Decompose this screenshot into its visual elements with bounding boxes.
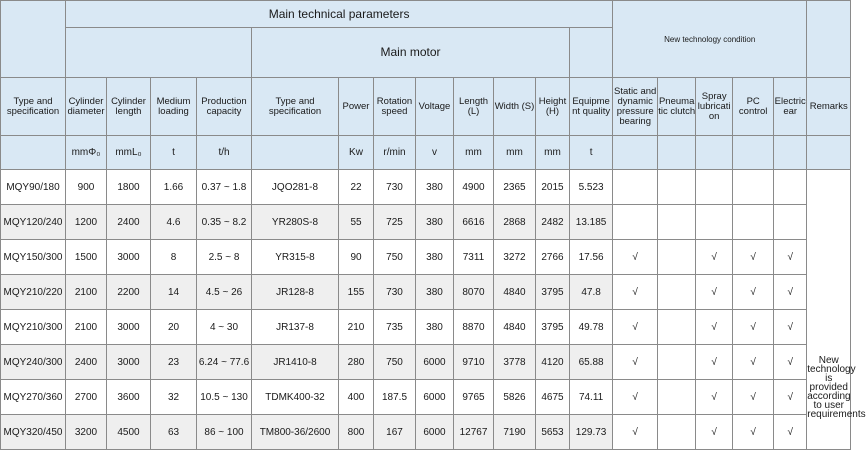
table-cell: 4900: [454, 170, 494, 205]
col-header: Cylinder length: [107, 78, 151, 136]
table-cell: 155: [339, 275, 374, 310]
feature-check-cell: √: [733, 310, 774, 345]
feature-check-cell: √: [613, 275, 658, 310]
main-motor-title: Main motor: [252, 28, 570, 78]
table-cell: 6000: [416, 415, 454, 450]
feature-check-cell: [613, 205, 658, 240]
table-cell: 3600: [107, 380, 151, 415]
table-cell: 7311: [454, 240, 494, 275]
table-cell: 2.5 ~ 8: [197, 240, 252, 275]
table-cell: 74.11: [570, 380, 613, 415]
table-cell: 32: [151, 380, 197, 415]
col-header: Height (H): [536, 78, 570, 136]
unit-cell: mmΦ₀: [66, 136, 107, 170]
unit-cell: [733, 136, 774, 170]
table-cell: 129.73: [570, 415, 613, 450]
table-cell: 1200: [66, 205, 107, 240]
col-header: Equipme nt quality: [570, 78, 613, 136]
feature-check-cell: √: [696, 275, 733, 310]
new-tech-title: New technology condition: [613, 1, 807, 78]
feature-check-cell: √: [696, 345, 733, 380]
feature-check-cell: √: [696, 240, 733, 275]
table-cell: 4 ~ 30: [197, 310, 252, 345]
table-cell: 14: [151, 275, 197, 310]
table-cell: JR137-8: [252, 310, 339, 345]
column-header-row: [1, 78, 851, 136]
table-row: [1, 170, 851, 205]
table-body: [1, 170, 866, 450]
table-cell: 380: [416, 275, 454, 310]
corner-cell: [1, 1, 66, 78]
col-header: Pneuma tic clutch: [658, 78, 696, 136]
table-cell: 4120: [536, 345, 570, 380]
feature-check-cell: √: [613, 240, 658, 275]
table-cell: 17.56: [570, 240, 613, 275]
table-cell: 13.185: [570, 205, 613, 240]
table-cell: 12767: [454, 415, 494, 450]
feature-check-cell: [774, 170, 807, 205]
table-cell: MQY240/300: [1, 345, 66, 380]
feature-check-cell: √: [774, 345, 807, 380]
table-cell: 23: [151, 345, 197, 380]
table-cell: 750: [374, 240, 416, 275]
table-cell: 2100: [66, 310, 107, 345]
unit-cell: mm: [494, 136, 536, 170]
table-cell: 2868: [494, 205, 536, 240]
table-cell: 49.78: [570, 310, 613, 345]
feature-check-cell: √: [696, 415, 733, 450]
unit-cell: mm: [454, 136, 494, 170]
table-cell: 3000: [107, 345, 151, 380]
table-cell: 3272: [494, 240, 536, 275]
table-cell: 8070: [454, 275, 494, 310]
feature-check-cell: [658, 415, 696, 450]
table-cell: 210: [339, 310, 374, 345]
col-header: Length (L): [454, 78, 494, 136]
col-header: Type and specification: [252, 78, 339, 136]
table-cell: MQY150/300: [1, 240, 66, 275]
table-cell: 0.35 ~ 8.2: [197, 205, 252, 240]
table-cell: 6616: [454, 205, 494, 240]
table-cell: 5.523: [570, 170, 613, 205]
feature-check-cell: [733, 205, 774, 240]
table-row: [1, 240, 851, 275]
unit-cell: mmL₀: [107, 136, 151, 170]
table-cell: 187.5: [374, 380, 416, 415]
col-header: Electric ear: [774, 78, 807, 136]
col-header: Power: [339, 78, 374, 136]
table-cell: 735: [374, 310, 416, 345]
table-cell: TM800-36/2600: [252, 415, 339, 450]
table-cell: 6.24 ~ 77.6: [197, 345, 252, 380]
table-cell: 2400: [107, 205, 151, 240]
col-header: Spray lubricati on: [696, 78, 733, 136]
table-cell: 7190: [494, 415, 536, 450]
feature-check-cell: √: [774, 240, 807, 275]
feature-check-cell: [774, 205, 807, 240]
table-cell: 4.6: [151, 205, 197, 240]
table-cell: 55: [339, 205, 374, 240]
feature-check-cell: √: [733, 345, 774, 380]
feature-check-cell: [696, 170, 733, 205]
table-cell: 47.8: [570, 275, 613, 310]
table-cell: 63: [151, 415, 197, 450]
col-header: Cylinder diameter: [66, 78, 107, 136]
feature-check-cell: √: [733, 275, 774, 310]
table-cell: 2100: [66, 275, 107, 310]
table-cell: 1.66: [151, 170, 197, 205]
table-cell: MQY320/450: [1, 415, 66, 450]
feature-check-cell: √: [774, 415, 807, 450]
table-cell: 730: [374, 170, 416, 205]
table-cell: 167: [374, 415, 416, 450]
col-header: Type and specification: [1, 78, 66, 136]
table-cell: YR315-8: [252, 240, 339, 275]
unit-cell: [807, 136, 851, 170]
table-cell: 380: [416, 240, 454, 275]
table-cell: 86 ~ 100: [197, 415, 252, 450]
table-cell: 0.37 ~ 1.8: [197, 170, 252, 205]
feature-check-cell: √: [696, 380, 733, 415]
table-cell: 90: [339, 240, 374, 275]
table-cell: 400: [339, 380, 374, 415]
unit-cell: [696, 136, 733, 170]
table-row: [1, 415, 851, 450]
feature-check-cell: √: [774, 310, 807, 345]
table-cell: MQY270/360: [1, 380, 66, 415]
table-cell: MQY120/240: [1, 205, 66, 240]
unit-cell: [252, 136, 339, 170]
table-cell: 65.88: [570, 345, 613, 380]
unit-cell: [613, 136, 658, 170]
col-header: Voltage: [416, 78, 454, 136]
table-cell: JQO281-8: [252, 170, 339, 205]
col-header: Production capacity: [197, 78, 252, 136]
table-cell: 725: [374, 205, 416, 240]
table-cell: JR1410-8: [252, 345, 339, 380]
remarks-top-cell: [807, 1, 851, 78]
table-cell: 3000: [107, 240, 151, 275]
col-header: PC control: [733, 78, 774, 136]
table-cell: 9765: [454, 380, 494, 415]
table-cell: 20: [151, 310, 197, 345]
col-header: Medium loading: [151, 78, 197, 136]
table-row: [1, 345, 851, 380]
table-cell: 2700: [66, 380, 107, 415]
table-cell: 8870: [454, 310, 494, 345]
table-cell: 4675: [536, 380, 570, 415]
table-cell: 1800: [107, 170, 151, 205]
table-cell: 5826: [494, 380, 536, 415]
unit-cell: mm: [536, 136, 570, 170]
table-cell: 6000: [416, 380, 454, 415]
feature-check-cell: √: [774, 275, 807, 310]
feature-check-cell: √: [613, 380, 658, 415]
table-cell: 4840: [494, 275, 536, 310]
unit-cell: [774, 136, 807, 170]
feature-check-cell: [733, 170, 774, 205]
table-cell: 280: [339, 345, 374, 380]
table-cell: 2015: [536, 170, 570, 205]
col-header: Rotation speed: [374, 78, 416, 136]
table-cell: 10.5 ~ 130: [197, 380, 252, 415]
col-header: Remarks: [807, 78, 851, 136]
unit-cell: t: [151, 136, 197, 170]
feature-check-cell: √: [774, 380, 807, 415]
remarks-text: New technology is provided according to user requirements: [807, 354, 866, 420]
feature-check-cell: [613, 170, 658, 205]
table-cell: 380: [416, 170, 454, 205]
table-cell: 9710: [454, 345, 494, 380]
col-header: Width (S): [494, 78, 536, 136]
table-cell: 900: [66, 170, 107, 205]
table-cell: JR128-8: [252, 275, 339, 310]
table-row: [1, 275, 851, 310]
table-row: [1, 310, 851, 345]
table-cell: 2400: [66, 345, 107, 380]
table-cell: 380: [416, 310, 454, 345]
table-cell: 380: [416, 205, 454, 240]
unit-cell: Kw: [339, 136, 374, 170]
feature-check-cell: [658, 205, 696, 240]
table-cell: 730: [374, 275, 416, 310]
table-row: [1, 380, 851, 415]
table-cell: 1500: [66, 240, 107, 275]
table-cell: MQY210/300: [1, 310, 66, 345]
table-cell: MQY210/220: [1, 275, 66, 310]
feature-check-cell: √: [613, 345, 658, 380]
feature-check-cell: [658, 170, 696, 205]
unit-cell: [1, 136, 66, 170]
table-cell: 800: [339, 415, 374, 450]
table-cell: 2365: [494, 170, 536, 205]
table-cell: 8: [151, 240, 197, 275]
feature-check-cell: √: [613, 415, 658, 450]
table-cell: 2766: [536, 240, 570, 275]
table-cell: 3200: [66, 415, 107, 450]
unit-cell: r/min: [374, 136, 416, 170]
table-row: [1, 205, 851, 240]
blank-group-cell: [66, 28, 252, 78]
table-cell: YR280S-8: [252, 205, 339, 240]
table-cell: 6000: [416, 345, 454, 380]
table-cell: 4.5 ~ 26: [197, 275, 252, 310]
feature-check-cell: √: [613, 310, 658, 345]
table-cell: TDMK400-32: [252, 380, 339, 415]
table-cell: 2482: [536, 205, 570, 240]
feature-check-cell: [658, 240, 696, 275]
table-cell: 4840: [494, 310, 536, 345]
feature-check-cell: [696, 205, 733, 240]
table-cell: 2200: [107, 275, 151, 310]
feature-check-cell: √: [733, 240, 774, 275]
feature-check-cell: √: [733, 415, 774, 450]
feature-check-cell: √: [696, 310, 733, 345]
table-cell: 22: [339, 170, 374, 205]
unit-cell: t/h: [197, 136, 252, 170]
remarks-cell: [807, 170, 866, 450]
unit-cell: t: [570, 136, 613, 170]
table-cell: 750: [374, 345, 416, 380]
table-cell: 3778: [494, 345, 536, 380]
blank-quality-cell: [570, 28, 613, 78]
table-cell: 3795: [536, 275, 570, 310]
unit-row: [1, 136, 851, 170]
feature-check-cell: [658, 275, 696, 310]
table-cell: MQY90/180: [1, 170, 66, 205]
main-params-title: Main technical parameters: [66, 1, 613, 28]
table-cell: 5653: [536, 415, 570, 450]
table-cell: 4500: [107, 415, 151, 450]
unit-cell: [658, 136, 696, 170]
feature-check-cell: [658, 345, 696, 380]
feature-check-cell: [658, 380, 696, 415]
feature-check-cell: √: [733, 380, 774, 415]
col-header: Static and dynamic pressure bearing: [613, 78, 658, 136]
feature-check-cell: [658, 310, 696, 345]
table-cell: 3795: [536, 310, 570, 345]
unit-cell: v: [416, 136, 454, 170]
table-cell: 3000: [107, 310, 151, 345]
